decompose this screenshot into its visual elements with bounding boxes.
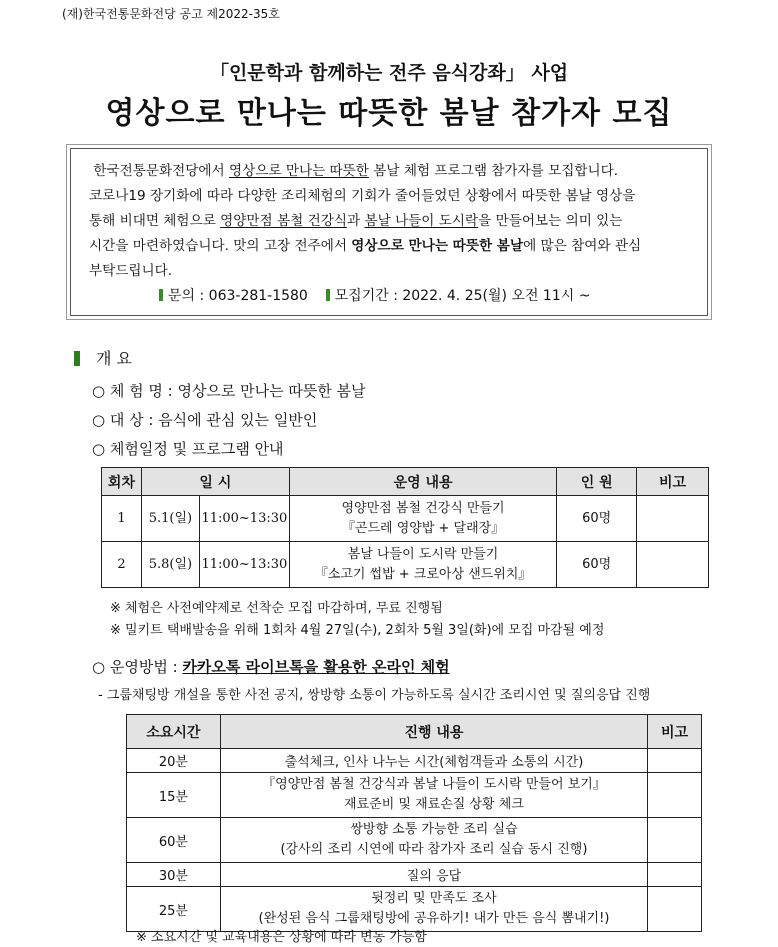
table-row (127, 818, 702, 863)
intro-text-part: 한국전통문화전당에서 (93, 163, 229, 179)
content-line: 영양만점 봄철 건강식 만들기 (341, 500, 505, 516)
method-line (92, 656, 450, 677)
page-title: 영상으로 만나는 따뜻한 봄날 참가자 모집 (105, 96, 673, 131)
content-line: 『소고기 썹밥 + 크로아상 샌드위치』 (314, 566, 532, 582)
session-count: 60명 (557, 542, 637, 588)
process-note: ※ 소요시간 및 교육내용은 상황에 따라 변동 가능함 (136, 930, 427, 945)
step-time: 25분 (127, 887, 221, 932)
contact-line (159, 285, 590, 305)
intro-text-part: 을 만들어보는 의미 있는 (478, 213, 623, 229)
step-note (648, 887, 702, 932)
table-row (127, 887, 702, 932)
table-header-row (127, 715, 702, 749)
intro-line-2: 코로나19 장기화에 따라 다양한 조리체험의 기회가 줄어들었던 상황에서 따뜻한 봄날 영상을 (89, 188, 636, 204)
table-header-row (102, 468, 709, 496)
content-line: 쌍방향 소통 가능한 조리 실습 (350, 822, 518, 837)
table-row (127, 863, 702, 887)
step-time: 60분 (127, 818, 221, 863)
session-time: 11:00~13:30 (199, 496, 289, 542)
col-header: 진행 내용 (220, 715, 647, 749)
intro-text-part: 통해 비대면 체험으로 (89, 213, 221, 229)
session-date: 5.8(일) (141, 542, 199, 588)
session-content (289, 542, 556, 588)
table-row (127, 773, 702, 818)
intro-text-part: 에 많은 참여와 관심 (523, 238, 642, 254)
intro-box (70, 148, 708, 316)
session-no: 2 (102, 542, 142, 588)
content-line: 봄날 나들이 도시락 만들기 (347, 546, 499, 562)
intro-underline: 영양만점 봄철 건강식 (220, 213, 347, 229)
table-row (127, 749, 702, 773)
content-line: 출석체크, 인사 나누는 시간(체험객들과 소통의 시간) (284, 755, 584, 770)
session-time: 11:00~13:30 (199, 542, 289, 588)
notice-number: (재)한국전통문화전당 공고 제2022-35호 (62, 7, 280, 21)
section-heading-text: 개 요 (96, 349, 132, 368)
intro-underline: 영상으로 만나는 따뜻한 (228, 163, 369, 179)
step-note (648, 773, 702, 818)
col-header: 운영 내용 (289, 468, 556, 496)
session-note (637, 542, 709, 588)
content-line: 질의 응답 (406, 869, 462, 884)
step-content (220, 818, 647, 863)
table-row (102, 542, 709, 588)
contact-phone: 문의 : 063-281-1580 (168, 288, 308, 304)
overview-item-name: ○ 체 험 명 : 영상으로 만나는 따뜻한 봄날 (92, 382, 366, 400)
col-header: 비고 (648, 715, 702, 749)
col-header: 비고 (637, 468, 709, 496)
step-time: 15분 (127, 773, 221, 818)
content-line: 『곤드레 영양밥 + 달래장』 (341, 520, 505, 536)
project-title: 「인문학과 함께하는 전주 음식강좌」 사업 (209, 62, 569, 84)
step-content (220, 749, 647, 773)
schedule-table (101, 467, 709, 588)
col-header: 회차 (102, 468, 142, 496)
session-no: 1 (102, 496, 142, 542)
intro-line-5: 부탁드립니다. (89, 263, 173, 279)
content-line: (강사의 조리 시연에 따라 참가자 조리 실습 동시 진행) (280, 842, 588, 857)
recruit-period: 모집기간 : 2022. 4. 25(월) 오전 11시 ~ (334, 288, 591, 304)
bullet-square-icon (159, 289, 163, 301)
method-label: ○ 운영방법 : (92, 658, 183, 676)
col-header: 일 시 (141, 468, 289, 496)
table-row (102, 496, 709, 542)
step-note (648, 749, 702, 773)
method-value: 카카오톡 라이브톡을 활용한 온라인 체험 (182, 658, 450, 676)
section-square-icon (74, 351, 80, 366)
step-content (220, 887, 647, 932)
step-content (220, 863, 647, 887)
intro-text-part: 과 (346, 213, 365, 229)
section-heading (74, 346, 132, 369)
intro-bold: 영상으로 만나는 따뜻한 봄날 (351, 238, 524, 254)
overview-item-schedule: ○ 체험일정 및 프로그램 안내 (92, 440, 284, 458)
session-note (637, 496, 709, 542)
step-note (648, 863, 702, 887)
intro-text-part: 시간을 마련하였습니다. 맛의 고장 전주에서 (89, 238, 352, 254)
col-header: 소요시간 (127, 715, 221, 749)
content-line: 『영양만점 봄철 건강식과 봄날 나들이 도시락 만들어 보기』 (262, 777, 606, 792)
session-content (289, 496, 556, 542)
intro-text (89, 159, 689, 284)
step-content (220, 773, 647, 818)
schedule-note: ※ 체험은 사전예약제로 선착순 모집 마감하며, 무료 진행됨 (110, 601, 443, 616)
session-count: 60명 (557, 496, 637, 542)
content-line: 재료준비 및 재료손질 상황 체크 (344, 797, 524, 812)
col-header: 인 원 (557, 468, 637, 496)
step-note (648, 818, 702, 863)
step-time: 30분 (127, 863, 221, 887)
intro-underline: 봄날 나들이 도시락 (364, 213, 479, 229)
overview-item-target: ○ 대 상 : 음식에 관심 있는 일반인 (92, 411, 318, 429)
session-date: 5.1(일) (141, 496, 199, 542)
process-table (126, 714, 702, 932)
step-time: 20분 (127, 749, 221, 773)
schedule-note: ※ 밀키트 택배발송을 위해 1회차 4월 27일(수), 2회차 5월 3일(화)에 모집 마감될 예정 (110, 623, 605, 638)
content-line: (완성된 음식 그룹채팅방에 공유하기! 내가 만든 음식 뽐내기!) (258, 911, 610, 926)
content-line: 뒷정리 및 만족도 조사 (371, 891, 497, 906)
intro-text-part: 봄날 체험 프로그램 참가자를 모집합니다. (368, 163, 619, 179)
method-desc: - 그룹채팅방 개설을 통한 사전 공지, 쌍방향 소통이 가능하도록 실시간 조리시연 및 질의응답 진행 (98, 688, 651, 703)
bullet-square-icon (326, 289, 330, 301)
